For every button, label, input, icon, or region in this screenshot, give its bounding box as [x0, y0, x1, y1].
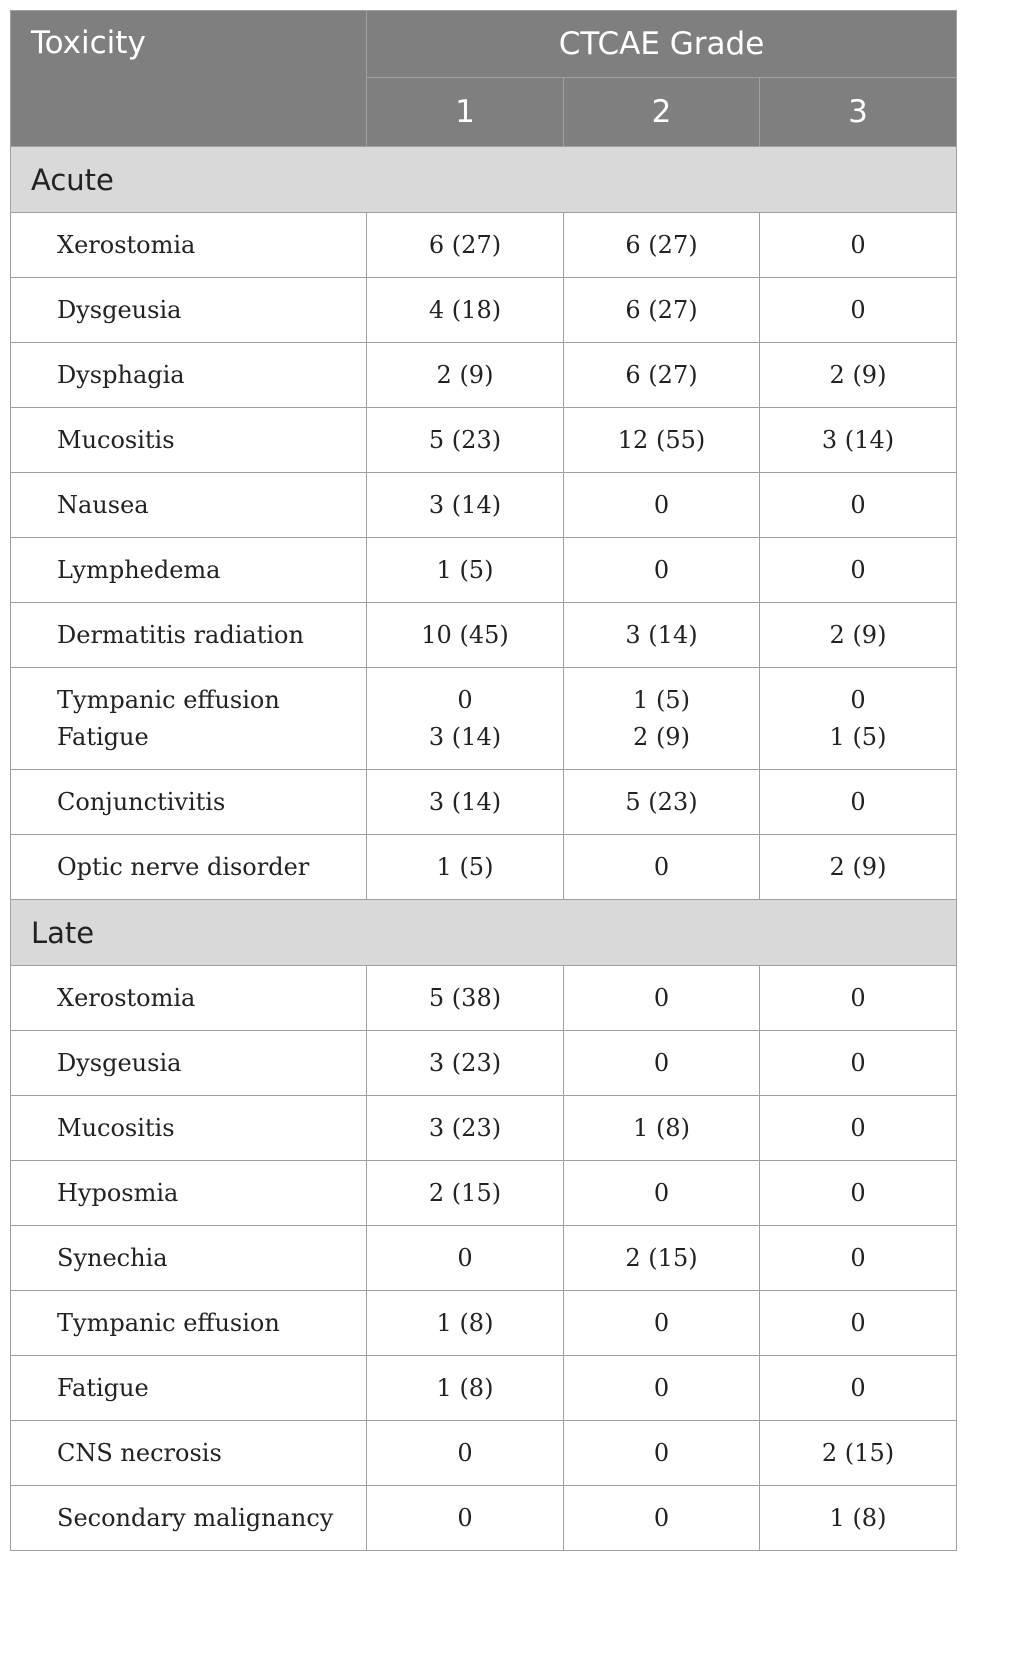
grade-1-cell — [367, 278, 564, 343]
grade-1-cell — [367, 1226, 564, 1291]
toxicity-name-cell — [11, 1096, 367, 1161]
grade-3-cell — [760, 668, 957, 770]
grade-1-cell — [367, 343, 564, 408]
cell-text: Fatigue — [57, 722, 149, 751]
grade-2-cell — [564, 343, 760, 408]
cell-text: 3 (14) — [625, 620, 698, 649]
cell-text: 0 — [850, 1243, 866, 1272]
grade-1-cell — [367, 966, 564, 1031]
grade-1-cell — [367, 538, 564, 603]
cell-text: 2 (9) — [829, 620, 887, 649]
cell-text: 2 (9) — [829, 360, 887, 389]
toxicity-name-cell — [11, 473, 367, 538]
cell-text: 3 (14) — [821, 425, 895, 454]
header-toxicity: Toxicity — [11, 11, 367, 147]
table-row — [11, 408, 957, 473]
toxicity-name-cell — [11, 1161, 367, 1226]
table-row — [11, 603, 957, 668]
cell-text: 5 (23) — [625, 787, 698, 816]
grade-2-cell — [564, 1291, 760, 1356]
grade-3-cell — [760, 408, 957, 473]
grade-1-cell — [367, 770, 564, 835]
cell-text: Xerostomia — [57, 230, 196, 259]
cell-text: 3 (14) — [428, 787, 502, 816]
grade-3-cell — [760, 603, 957, 668]
grade-2-cell — [564, 538, 760, 603]
grade-2-cell — [564, 1421, 760, 1486]
cell-text: Optic nerve disorder — [57, 852, 310, 881]
grade-1-cell — [367, 1031, 564, 1096]
grade-1-cell — [367, 1486, 564, 1551]
table-row — [11, 1031, 957, 1096]
toxicity-name-cell — [11, 1226, 367, 1291]
cell-text: 0 — [653, 1308, 670, 1337]
cell-text: 3 (23) — [428, 1113, 502, 1142]
grade-3-cell — [760, 213, 957, 278]
cell-text: 2 (15) — [428, 1178, 502, 1207]
grade-2-cell — [564, 1226, 760, 1291]
header-grade-3: 3 — [760, 78, 957, 147]
cell-text: 1 (8) — [633, 1113, 690, 1142]
cell-text: 1 (5) — [633, 685, 690, 714]
grade-3-cell — [760, 278, 957, 343]
cell-text: 0 — [457, 1243, 473, 1272]
cell-text: 0 — [457, 685, 473, 714]
grade-3-cell — [760, 1096, 957, 1161]
table-row — [11, 770, 957, 835]
header-grade-2: 2 — [564, 78, 760, 147]
cell-text: 2 (9) — [633, 722, 690, 751]
grade-3-cell — [760, 1356, 957, 1421]
grade-2-cell — [564, 835, 760, 900]
toxicity-name-cell — [11, 1421, 367, 1486]
cell-text: 2 (15) — [625, 1243, 698, 1272]
table-row — [11, 1421, 957, 1486]
cell-text: 0 — [850, 555, 866, 584]
cell-text: 0 — [653, 983, 670, 1012]
table-row — [11, 966, 957, 1031]
cell-text: Hyposmia — [57, 1178, 179, 1207]
cell-text: 0 — [850, 1048, 866, 1077]
toxicity-name-cell — [11, 1486, 367, 1551]
grade-3-cell — [760, 1421, 957, 1486]
grade-1-cell — [367, 408, 564, 473]
table-row — [11, 473, 957, 538]
cell-text: Dysphagia — [57, 360, 185, 389]
cell-text: 5 (38) — [428, 983, 502, 1012]
grade-1-cell — [367, 473, 564, 538]
toxicity-name-cell — [11, 538, 367, 603]
cell-text: Xerostomia — [57, 983, 196, 1012]
cell-text: Mucositis — [57, 425, 175, 454]
cell-text: 0 — [653, 1438, 670, 1467]
toxicity-table — [10, 10, 957, 1551]
cell-text: 0 — [653, 852, 670, 881]
cell-text: 0 — [850, 1373, 866, 1402]
cell-text: Synechia — [57, 1243, 168, 1272]
table-row — [11, 213, 957, 278]
cell-text: Dysgeusia — [57, 1048, 182, 1077]
cell-text: 6 (27) — [625, 360, 698, 389]
table-row — [11, 1486, 957, 1551]
cell-text: 2 (9) — [436, 360, 494, 389]
cell-text: Conjunctivitis — [57, 787, 226, 816]
section-title: Acute — [11, 147, 957, 213]
cell-text: 0 — [653, 1373, 670, 1402]
section-row — [11, 900, 957, 966]
grade-2-cell — [564, 1486, 760, 1551]
grade-1-cell — [367, 1356, 564, 1421]
grade-1-cell — [367, 668, 564, 770]
table-row — [11, 343, 957, 408]
grade-3-cell — [760, 1031, 957, 1096]
cell-text: 10 (45) — [421, 620, 509, 649]
grade-2-cell — [564, 1096, 760, 1161]
grade-3-cell — [760, 343, 957, 408]
cell-text: 6 (27) — [625, 295, 698, 324]
table-row — [11, 278, 957, 343]
grade-2-cell — [564, 966, 760, 1031]
toxicity-name-cell — [11, 213, 367, 278]
cell-text: 5 (23) — [428, 425, 502, 454]
grade-1-cell — [367, 835, 564, 900]
grade-1-cell — [367, 1421, 564, 1486]
grade-3-cell — [760, 1486, 957, 1551]
header-ctcae-grade: CTCAE Grade — [367, 11, 957, 78]
cell-text: 1 (8) — [829, 1503, 887, 1532]
cell-text: Fatigue — [57, 1373, 149, 1402]
table-body — [11, 147, 957, 1551]
grade-1-cell — [367, 1096, 564, 1161]
toxicity-name-cell — [11, 1031, 367, 1096]
grade-3-cell — [760, 835, 957, 900]
cell-text: 1 (5) — [436, 852, 494, 881]
cell-text: Lymphedema — [57, 555, 221, 584]
grade-1-cell — [367, 603, 564, 668]
cell-text: 0 — [850, 1308, 866, 1337]
cell-text: 6 (27) — [428, 230, 502, 259]
grade-3-cell — [760, 966, 957, 1031]
grade-2-cell — [564, 473, 760, 538]
grade-3-cell — [760, 1226, 957, 1291]
cell-text: 1 (5) — [829, 722, 887, 751]
table-row — [11, 1226, 957, 1291]
grade-3-cell — [760, 1161, 957, 1226]
cell-text: 0 — [850, 230, 866, 259]
cell-text: CNS necrosis — [57, 1438, 222, 1467]
cell-text: 3 (14) — [428, 722, 502, 751]
grade-2-cell — [564, 1161, 760, 1226]
header-grade-1: 1 — [367, 78, 564, 147]
grade-3-cell — [760, 770, 957, 835]
toxicity-name-cell — [11, 1356, 367, 1421]
cell-text: 1 (8) — [436, 1308, 494, 1337]
cell-text: 0 — [850, 787, 866, 816]
toxicity-name-cell — [11, 668, 367, 770]
toxicity-name-cell — [11, 343, 367, 408]
grade-1-cell — [367, 213, 564, 278]
cell-text: 3 (14) — [428, 490, 502, 519]
cell-text: 1 (5) — [436, 555, 494, 584]
cell-text: 4 (18) — [428, 295, 502, 324]
table-row — [11, 668, 957, 770]
cell-text: 1 (8) — [436, 1373, 494, 1402]
table-row — [11, 1356, 957, 1421]
cell-text: Dermatitis radiation — [57, 620, 304, 649]
cell-text: 3 (23) — [428, 1048, 502, 1077]
grade-2-cell — [564, 213, 760, 278]
toxicity-name-cell — [11, 770, 367, 835]
toxicity-name-cell — [11, 835, 367, 900]
grade-2-cell — [564, 603, 760, 668]
cell-text: 0 — [457, 1503, 473, 1532]
cell-text: 0 — [653, 1178, 670, 1207]
grade-2-cell — [564, 278, 760, 343]
cell-text: 6 (27) — [625, 230, 698, 259]
grade-2-cell — [564, 1031, 760, 1096]
grade-2-cell — [564, 408, 760, 473]
cell-text: 0 — [653, 555, 670, 584]
table-row — [11, 1291, 957, 1356]
cell-text: 12 (55) — [617, 425, 706, 454]
toxicity-name-cell — [11, 966, 367, 1031]
cell-text: 0 — [457, 1438, 473, 1467]
cell-text: 2 (9) — [829, 852, 887, 881]
grade-3-cell — [760, 1291, 957, 1356]
section-title: Late — [11, 900, 957, 966]
grade-3-cell — [760, 538, 957, 603]
table-row — [11, 538, 957, 603]
cell-text: 0 — [850, 1113, 866, 1142]
table-row — [11, 835, 957, 900]
grade-2-cell — [564, 668, 760, 770]
cell-text: 2 (15) — [821, 1438, 895, 1467]
cell-text: 0 — [850, 490, 866, 519]
cell-text: 0 — [850, 983, 866, 1012]
cell-text: 0 — [653, 1503, 670, 1532]
grade-1-cell — [367, 1291, 564, 1356]
toxicity-name-cell — [11, 278, 367, 343]
cell-text: Tympanic effusion — [57, 1308, 280, 1337]
cell-text: Tympanic effusion — [57, 685, 280, 714]
cell-text: Secondary malignancy — [57, 1503, 334, 1532]
cell-text: Mucositis — [57, 1113, 175, 1142]
grade-1-cell — [367, 1161, 564, 1226]
toxicity-name-cell — [11, 408, 367, 473]
toxicity-name-cell — [11, 603, 367, 668]
table-row — [11, 1161, 957, 1226]
cell-text: 0 — [653, 490, 670, 519]
cell-text: 0 — [850, 685, 866, 714]
grade-3-cell — [760, 473, 957, 538]
grade-2-cell — [564, 1356, 760, 1421]
table-header — [11, 11, 957, 147]
grade-2-cell — [564, 770, 760, 835]
toxicity-name-cell — [11, 1291, 367, 1356]
table-row — [11, 1096, 957, 1161]
cell-text: 0 — [653, 1048, 670, 1077]
cell-text: Nausea — [57, 490, 149, 519]
cell-text: 0 — [850, 1178, 866, 1207]
cell-text: Dysgeusia — [57, 295, 182, 324]
section-row — [11, 147, 957, 213]
cell-text: 0 — [850, 295, 866, 324]
